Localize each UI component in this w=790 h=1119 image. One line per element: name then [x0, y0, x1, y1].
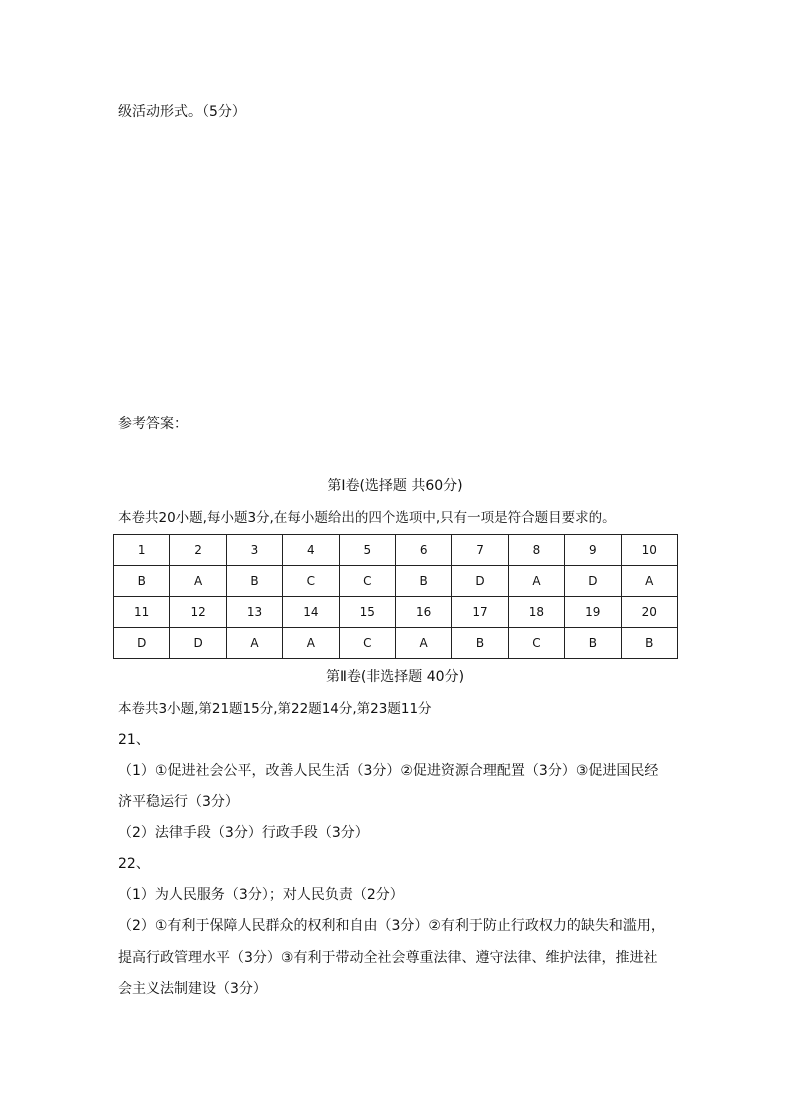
table-cell: B [621, 628, 677, 659]
question-22-number: 22、 [118, 856, 150, 872]
table-cell: D [452, 566, 508, 597]
table-cell: 7 [452, 535, 508, 566]
table-cell: C [339, 628, 395, 659]
question-21-answer-1-line-1: （1）①促进社会公平，改善人民生活（3分）②促进资源合理配置（3分）③促进国民经 [118, 763, 659, 779]
table-cell: 13 [226, 597, 282, 628]
table-cell: B [114, 566, 170, 597]
table-cell: 11 [114, 597, 170, 628]
reference-answers-heading: 参考答案： [118, 416, 188, 432]
table-cell: D [565, 566, 621, 597]
part2-instruction: 本卷共3小题,第21题15分,第22题14分,第23题11分 [118, 701, 432, 717]
table-cell: 6 [395, 535, 451, 566]
question-21-answer-2: （2）法律手段（3分）行政手段（3分） [118, 825, 369, 841]
table-cell: B [395, 566, 451, 597]
table-cell: 18 [508, 597, 564, 628]
table-cell: B [226, 566, 282, 597]
question-22-answer-2-line-2: 提高行政管理水平（3分）③有利于带动全社会尊重法律、遵守法律、维护法律，推进社 [118, 950, 658, 966]
table-row [114, 566, 678, 597]
table-cell: 15 [339, 597, 395, 628]
question-21-number: 21、 [118, 732, 150, 748]
table-cell: B [565, 628, 621, 659]
table-cell: 2 [170, 535, 226, 566]
table-cell: 16 [395, 597, 451, 628]
table-cell: A [283, 628, 339, 659]
part1-title: 第Ⅰ卷(选择题 共60分) [327, 478, 463, 494]
part1-instruction: 本卷共20小题,每小题3分,在每小题给出的四个选项中,只有一项是符合题目要求的。 [118, 510, 616, 526]
intro-line: 级活动形式。（5分） [118, 104, 246, 120]
question-22-answer-1: （1）为人民服务（3分）；对人民负责（2分） [118, 887, 404, 903]
table-cell: 9 [565, 535, 621, 566]
table-cell: 8 [508, 535, 564, 566]
table-cell: D [170, 628, 226, 659]
table-cell: 12 [170, 597, 226, 628]
answer-table [113, 534, 678, 659]
table-cell: 3 [226, 535, 282, 566]
table-cell: D [114, 628, 170, 659]
table-row [114, 535, 678, 566]
question-21-answer-1-line-2: 济平稳运行（3分） [118, 794, 239, 810]
question-22-answer-2-line-3: 会主义法制建设（3分） [118, 981, 267, 997]
table-cell: 5 [339, 535, 395, 566]
table-cell: C [508, 628, 564, 659]
table-row [114, 597, 678, 628]
table-cell: A [508, 566, 564, 597]
table-cell: B [452, 628, 508, 659]
table-cell: 1 [114, 535, 170, 566]
part2-title: 第Ⅱ卷(非选择题 40分) [325, 669, 465, 685]
table-cell: A [395, 628, 451, 659]
table-cell: 14 [283, 597, 339, 628]
table-cell: A [621, 566, 677, 597]
table-cell: 10 [621, 535, 677, 566]
question-22-answer-2-line-1: （2）①有利于保障人民群众的权利和自由（3分）②有利于防止行政权力的缺失和滥用， [118, 918, 665, 934]
table-cell: 4 [283, 535, 339, 566]
table-cell: 20 [621, 597, 677, 628]
table-cell: C [339, 566, 395, 597]
table-cell: C [283, 566, 339, 597]
table-row [114, 628, 678, 659]
table-cell: A [226, 628, 282, 659]
table-cell: 19 [565, 597, 621, 628]
table-cell: A [170, 566, 226, 597]
table-cell: 17 [452, 597, 508, 628]
